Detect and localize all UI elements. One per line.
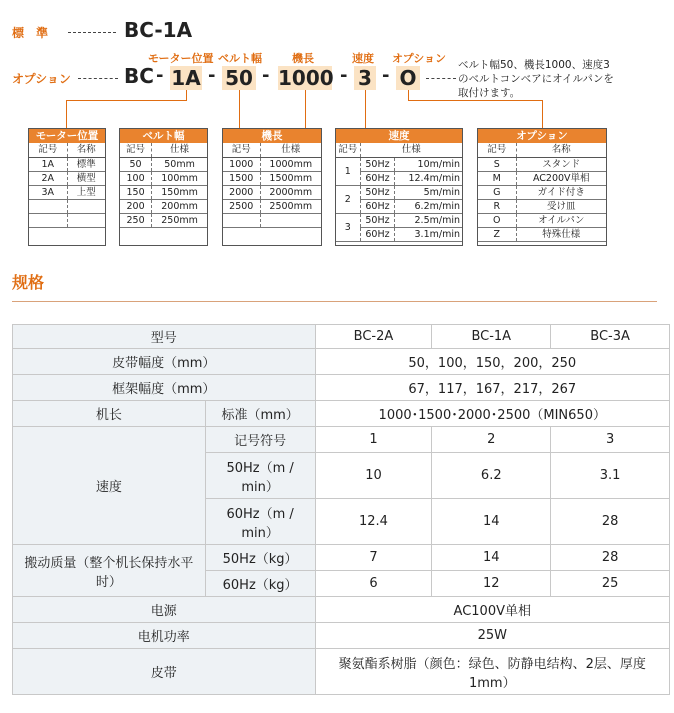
length-spec: 1500mm <box>260 171 321 185</box>
option-code: G <box>478 185 516 199</box>
length-sub-label: 标准（mm） <box>205 401 315 427</box>
model-code-diagram <box>0 0 674 250</box>
speed-60hz-cell: 28 <box>551 499 670 545</box>
belt-width-value: 50，100，150，200，250 <box>315 349 669 375</box>
motor-position-title: モーター位置 <box>29 129 105 143</box>
option-code: O <box>478 213 516 227</box>
example-note: ベルト幅50、機長1000、速度3のベルトコンベアにオイルパンを取付けます。 <box>458 59 614 99</box>
speed-hz: 60Hz <box>360 227 395 241</box>
belt-spec: 200mm <box>152 199 207 213</box>
speed-value: 3.1m/min <box>395 227 462 241</box>
standard-code: BC-1A <box>124 18 193 42</box>
speed-label: 速度 <box>13 427 206 545</box>
belt-width-label: 皮带幅度（mm） <box>13 349 316 375</box>
option-code: Z <box>478 227 516 241</box>
length-spec: 1000mm <box>260 157 321 171</box>
model-label: 型号 <box>13 325 316 349</box>
col-spec: 仕様 <box>152 143 207 157</box>
option-name: 特殊仕様 <box>516 227 606 241</box>
seg-length: 1000 <box>278 66 334 90</box>
col-code: 記号 <box>478 143 516 157</box>
option-code: R <box>478 199 516 213</box>
length-spec: 2500mm <box>260 199 321 213</box>
sep: - <box>382 65 390 86</box>
head-option: オプション <box>392 52 447 65</box>
option-code: S <box>478 157 516 171</box>
speed-code: 1 <box>336 157 360 185</box>
belt-code: 250 <box>120 213 152 227</box>
option-title: オプション <box>478 129 606 143</box>
note-dash <box>426 78 456 79</box>
motor-code: 2A <box>29 171 67 185</box>
length-label: 机长 <box>13 401 206 427</box>
standard-label: 標 準 <box>12 26 49 40</box>
belt-width-title: ベルト幅 <box>120 129 207 143</box>
option-name: スタンド <box>516 157 606 171</box>
speed-code-label: 记号符号 <box>205 427 315 453</box>
mass-60hz-label: 60Hz（kg） <box>205 571 315 597</box>
length-code: 2500 <box>223 199 260 213</box>
section-title: 规格 <box>12 273 45 292</box>
belt-width-table <box>119 128 208 246</box>
motor-name: 横型 <box>67 171 105 185</box>
length-code: 1500 <box>223 171 260 185</box>
head-length: 機長 <box>292 52 314 65</box>
speed-value: 5m/min <box>395 185 462 199</box>
length-table <box>222 128 322 246</box>
frame-width-label: 框架幅度（mm） <box>13 375 316 401</box>
sep: - <box>262 65 270 86</box>
motor-position-table <box>28 128 106 246</box>
speed-50hz-cell: 6.2 <box>432 453 551 499</box>
option-dash <box>78 78 118 79</box>
speed-value: 2.5m/min <box>395 213 462 227</box>
mass-50hz-cell: 7 <box>315 545 432 571</box>
length-title: 機長 <box>223 129 321 143</box>
col-code: 記号 <box>29 143 67 157</box>
mass-60hz-cell: 25 <box>551 571 670 597</box>
col-spec: 仕様 <box>260 143 321 157</box>
speed-value: 6.2m/min <box>395 199 462 213</box>
belt-spec: 50mm <box>152 157 207 171</box>
col-code: 記号 <box>336 143 360 157</box>
belt-code: 100 <box>120 171 152 185</box>
head-motor: モーター位置 <box>148 52 214 65</box>
speed-60hz-cell: 14 <box>432 499 551 545</box>
connector <box>186 90 187 100</box>
connector <box>239 90 240 128</box>
speed-hz: 60Hz <box>360 199 395 213</box>
sep: - <box>340 65 348 86</box>
length-spec: 2000mm <box>260 185 321 199</box>
head-speed: 速度 <box>352 52 374 65</box>
option-name: AC200V単相 <box>516 171 606 185</box>
head-belt: ベルト幅 <box>218 52 262 65</box>
speed-60hz-label: 60Hz（m / min） <box>205 499 315 545</box>
model-cell: BC-2A <box>315 325 432 349</box>
belt-code: 150 <box>120 185 152 199</box>
option-table <box>477 128 607 246</box>
seg-belt: 50 <box>222 66 256 90</box>
seg-motor: 1A <box>171 66 201 90</box>
speed-hz: 50Hz <box>360 185 395 199</box>
length-code: 1000 <box>223 157 260 171</box>
speed-value: 12.4m/min <box>395 171 462 185</box>
motor-name: 上型 <box>67 185 105 199</box>
option-name: 受け皿 <box>516 199 606 213</box>
belt-code: 200 <box>120 199 152 213</box>
speed-hz: 60Hz <box>360 171 395 185</box>
mass-60hz-cell: 6 <box>315 571 432 597</box>
sep: - <box>156 65 164 86</box>
col-name: 名称 <box>67 143 105 157</box>
mass-50hz-cell: 28 <box>551 545 670 571</box>
motor-code: 1A <box>29 157 67 171</box>
motor-name: 標準 <box>67 157 105 171</box>
code-prefix: BC <box>124 64 154 88</box>
power-label: 电源 <box>13 597 316 623</box>
speed-title: 速度 <box>336 129 462 143</box>
connector <box>542 100 543 128</box>
frame-width-value: 67，117，167，217，267 <box>315 375 669 401</box>
col-code: 記号 <box>120 143 152 157</box>
model-cell: BC-3A <box>551 325 670 349</box>
mass-60hz-cell: 12 <box>432 571 551 597</box>
connector <box>305 90 306 128</box>
speed-50hz-cell: 3.1 <box>551 453 670 499</box>
connector <box>66 100 187 101</box>
speed-hz: 50Hz <box>360 213 395 227</box>
length-value: 1000･1500･2000･2500（MIN650） <box>315 401 669 427</box>
power-value: AC100V单相 <box>315 597 669 623</box>
mass-50hz-cell: 14 <box>432 545 551 571</box>
belt-label: 皮带 <box>13 649 316 695</box>
speed-code-cell: 2 <box>432 427 551 453</box>
connector <box>365 90 366 128</box>
speed-50hz-label: 50Hz（m / min） <box>205 453 315 499</box>
belt-code: 50 <box>120 157 152 171</box>
connector <box>66 100 67 128</box>
spec-table <box>12 324 670 695</box>
motor-power-value: 25W <box>315 623 669 649</box>
model-cell: BC-1A <box>432 325 551 349</box>
standard-dash <box>68 32 116 33</box>
col-spec: 仕様 <box>360 143 462 157</box>
speed-60hz-cell: 12.4 <box>315 499 432 545</box>
speed-code: 2 <box>336 185 360 213</box>
mass-50hz-label: 50Hz（kg） <box>205 545 315 571</box>
mass-label: 搬动质量（整个机长保持水平时） <box>13 545 206 597</box>
connector <box>408 100 542 101</box>
belt-spec: 100mm <box>152 171 207 185</box>
speed-code: 3 <box>336 213 360 241</box>
motor-code: 3A <box>29 185 67 199</box>
speed-50hz-cell: 10 <box>315 453 432 499</box>
motor-power-label: 电机功率 <box>13 623 316 649</box>
speed-hz: 50Hz <box>360 157 395 171</box>
col-name: 名称 <box>516 143 606 157</box>
option-code: M <box>478 171 516 185</box>
speed-code-cell: 1 <box>315 427 432 453</box>
col-code: 記号 <box>223 143 260 157</box>
length-code: 2000 <box>223 185 260 199</box>
belt-value: 聚氨酯系树脂（颜色：绿色、防静电结构、2层、厚度1mm） <box>315 649 669 695</box>
option-name: オイルパン <box>516 213 606 227</box>
option-name: ガイド付き <box>516 185 606 199</box>
sep: - <box>208 65 216 86</box>
speed-value: 10m/min <box>395 157 462 171</box>
connector <box>408 90 409 100</box>
speed-table <box>335 128 463 246</box>
speed-code-cell: 3 <box>551 427 670 453</box>
option-label: オプション <box>12 72 71 86</box>
seg-speed: 3 <box>354 66 376 90</box>
seg-option: O <box>396 66 420 90</box>
belt-spec: 150mm <box>152 185 207 199</box>
belt-spec: 250mm <box>152 213 207 227</box>
section-divider <box>12 301 657 302</box>
